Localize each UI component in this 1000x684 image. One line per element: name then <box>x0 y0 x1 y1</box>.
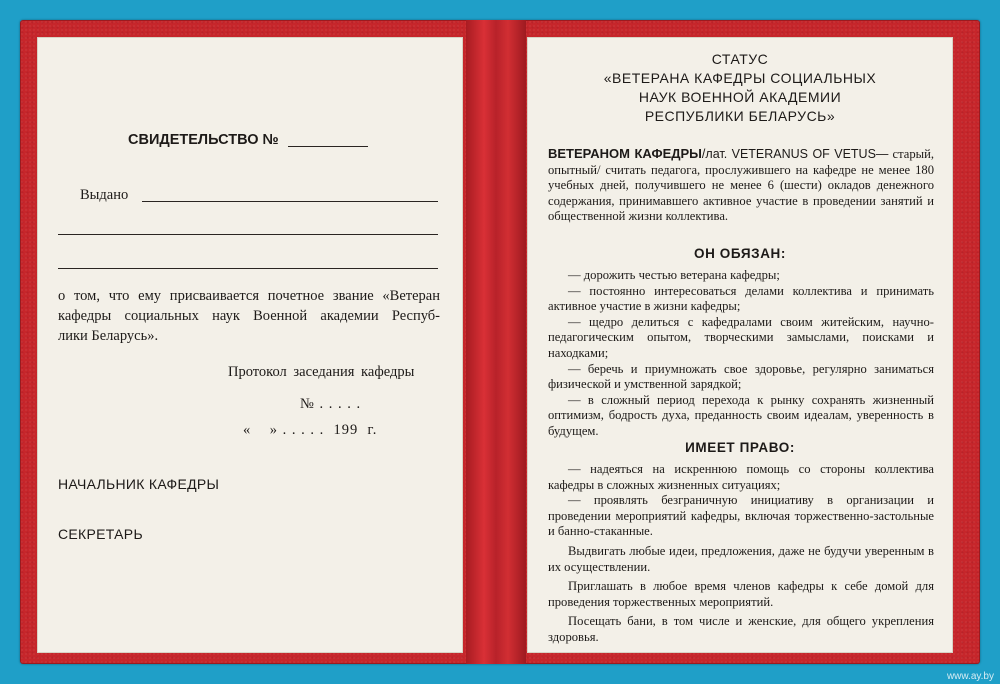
list-item: — проявлять безграничную инициативу в организации и проведении мероприятий кафедры, включая торжественно-застольные и банно-стаканные. <box>548 493 934 539</box>
list-item: — дорожить честью ветерана кафедры; <box>568 268 780 282</box>
definition-term: ВЕТЕРАНОМ КАФЕДРЫ <box>548 146 702 161</box>
list-item: — надеяться на искреннюю помощь со стороны коллектива кафедры в сложных жизненных ситуациях; <box>548 462 934 492</box>
secretary-label: СЕКРЕТАРЬ <box>58 526 143 542</box>
list-item: — щедро делиться с кафедралами своим житейским, научно-педагогическим опытом, творческими замыслами, поисками и находками; <box>548 314 934 360</box>
protocol-date: « » . . . . . 199 г. <box>243 422 378 438</box>
title-line: НАУК ВОЕННОЙ АКАДЕМИИ <box>638 89 842 105</box>
definition-latin: /лат. VETERANUS OF VETUS— <box>701 147 889 161</box>
rights-heading: ИМЕЕТ ПРАВО: <box>685 440 795 455</box>
extra-paragraph: Выдвигать любые идеи, предложения, даже не будучи уверенным в их осуществлении. <box>548 543 934 574</box>
watermark: www.ay.by <box>946 671 994 682</box>
paragraph-line: кафедры социальных наук Военной академии Респуб- <box>58 308 440 324</box>
paragraph-line: лики Беларусь». <box>58 328 159 344</box>
definition-text: старый, опытный/ считать педагога, прослужившего на кафедре не менее 180 учебных дней, получившего не менее 6 (шести) окладов денежного содержания, принимавшего активное участие в проведении занятий и общественной жизни коллектива. <box>548 147 934 224</box>
obligations-heading: ОН ОБЯЗАН: <box>693 246 787 261</box>
list-item: — постоянно интересоваться делами коллектива и принимать активное участие в жизни кафедры; <box>548 283 934 314</box>
extra-paragraph: Посещать бани, в том числе и женские, для общего укрепления здоровья. <box>548 614 934 644</box>
title-line: СТАТУС <box>711 51 769 67</box>
cover-spine <box>466 20 526 664</box>
rights-list <box>548 462 934 646</box>
issued-line-1 <box>142 201 438 202</box>
head-of-department-label: НАЧАЛЬНИК КАФЕДРЫ <box>58 476 220 492</box>
paragraph-line: о том, что ему присваивается почетное звание «Ветеран <box>58 288 440 304</box>
title-grant-paragraph <box>58 286 440 346</box>
obligations-list <box>548 268 934 440</box>
protocol-number: № . . . . . <box>300 396 362 412</box>
certificate-number-line <box>288 146 368 147</box>
issued-label: Выдано <box>80 187 129 203</box>
left-page <box>38 38 462 652</box>
title-line: РЕСПУБЛИКИ БЕЛАРУСЬ» <box>644 108 836 124</box>
status-title <box>528 50 952 126</box>
right-page <box>528 38 952 652</box>
issued-line-3 <box>58 268 438 269</box>
definition-paragraph <box>548 146 934 225</box>
extra-paragraph: Приглашать в любое время членов кафедры к себе домой для проведения торжественных мероприятий. <box>548 579 934 609</box>
certificate-number-label: СВИДЕТЕЛЬСТВО № <box>128 132 279 148</box>
list-item: — в сложный период перехода к рынку сохранять жизненный оптимизм, бодрость духа, преданность своим идеалам, уверенность в будущем. <box>548 392 934 438</box>
issued-line-2 <box>58 234 438 235</box>
title-line: «ВЕТЕРАНА КАФЕДРЫ СОЦИАЛЬНЫХ <box>603 70 877 86</box>
protocol-label: Протокол заседания кафедры <box>228 364 415 380</box>
list-item: — беречь и приумножать свое здоровье, регулярно заниматься физической и умственной зарядкой; <box>548 361 934 392</box>
